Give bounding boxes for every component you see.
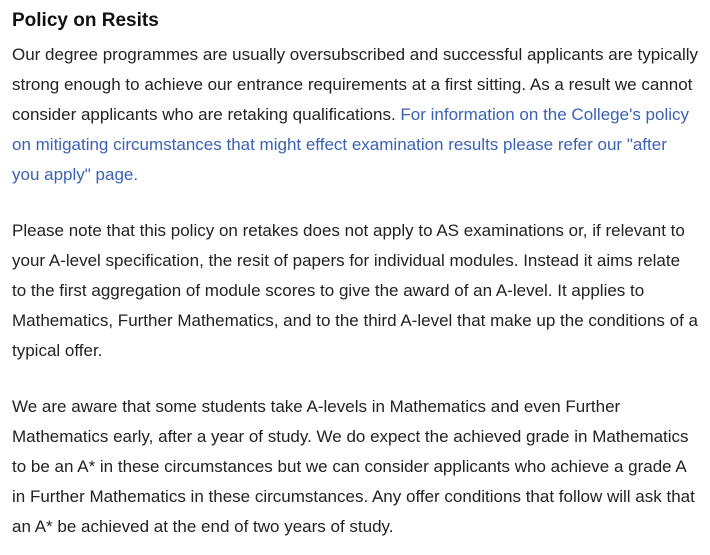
- paragraph-intro-text: Our degree programmes are usually oversubscribed and successful applicants are typically strong enough to achieve our entrance requirements at a first sitting. As a result we cannot consider applicants who are retaking qualifications.: [12, 45, 699, 124]
- after-you-apply-link[interactable]: For information on the College's policy on mitigating circumstances that might effect examination results please refer our "after you apply" page.: [12, 105, 690, 184]
- paragraph-early-alevels: We are aware that some students take A-levels in Mathematics and even Further Mathematics early, after a year of study. We do expect the achieved grade in Mathematics to be an A* in these circumstances but we can consider applicants who achieve a grade A in Further Mathematics in these circumstances. Any offer conditions that follow will ask that an A* be achieved at the end of two years of study.: [12, 397, 695, 536]
- section-heading: Policy on Resits: [12, 10, 159, 31]
- paragraph-intro: [12, 40, 698, 190]
- paragraph-retakes-note: Please note that this policy on retakes does not apply to AS examinations or, if relevant to your A-level specification, the resit of papers for individual modules. Instead it aims relate to the first aggregation of module scores to give the award of an A-level. It applies to Mathematics, Further Mathematics, and to the third A-level that make up the conditions of a typical offer.: [12, 221, 699, 360]
